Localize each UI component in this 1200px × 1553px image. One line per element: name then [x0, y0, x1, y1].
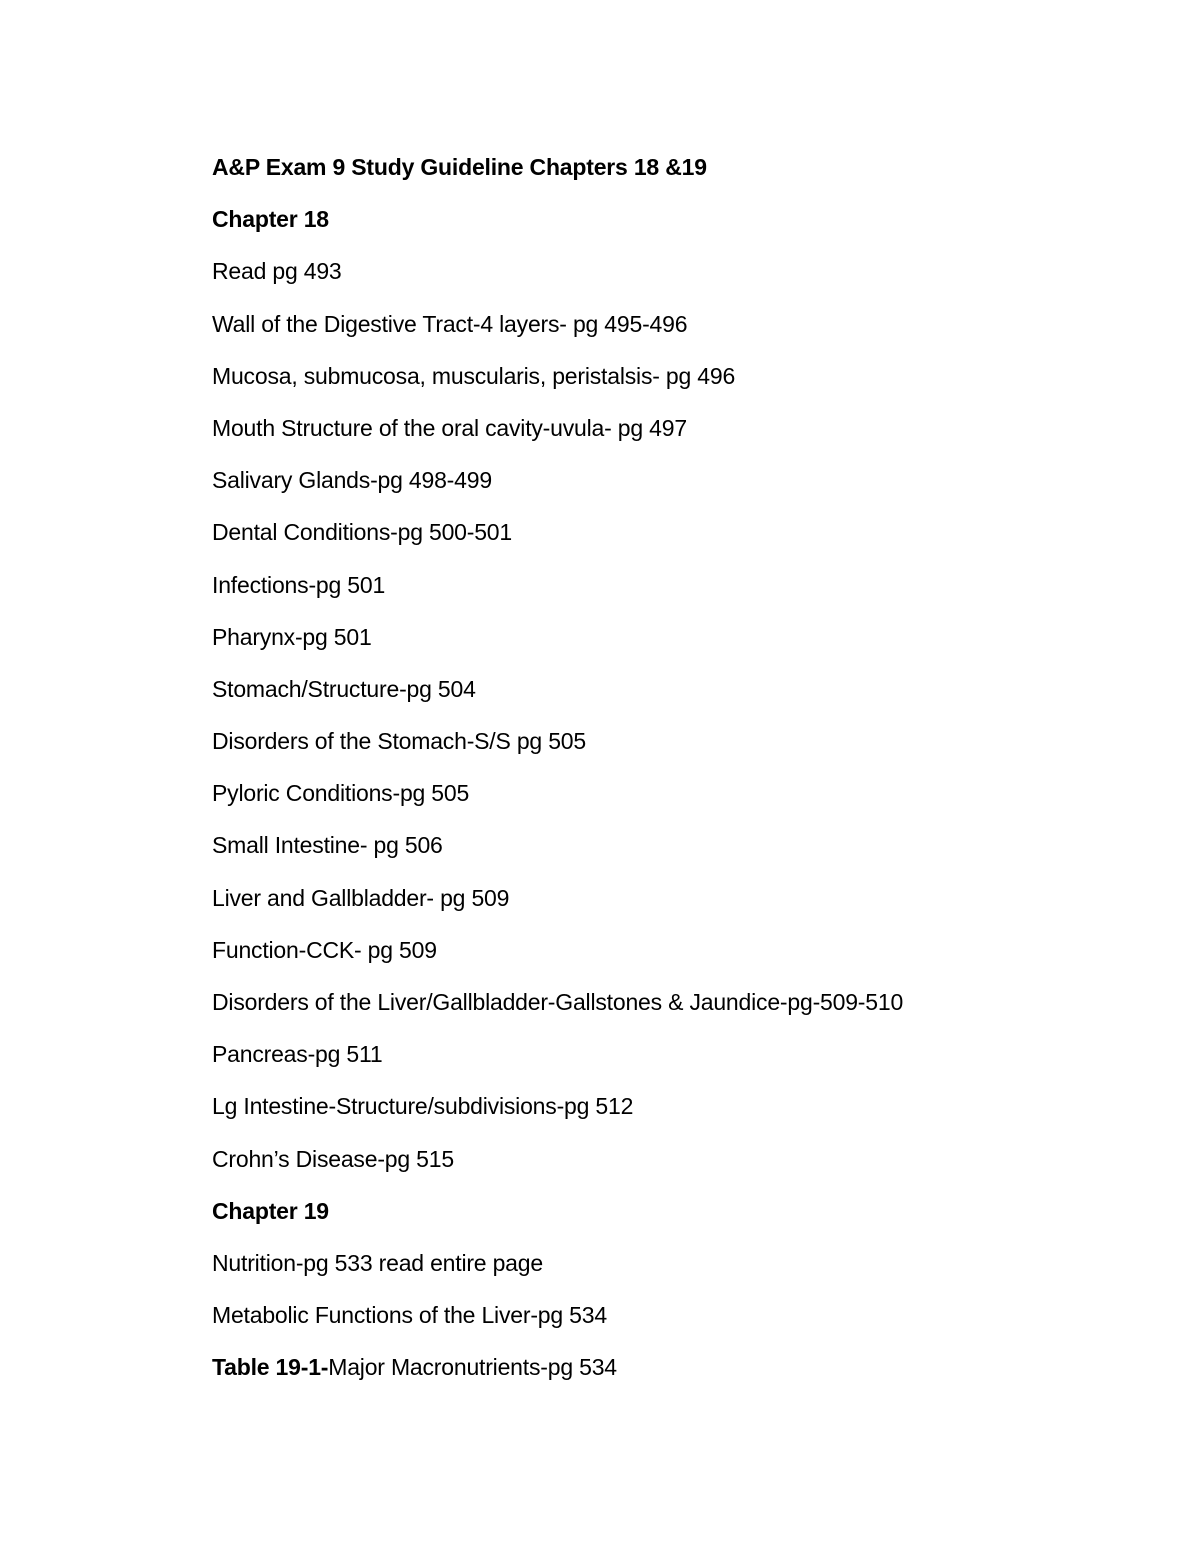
list-item: Infections-pg 501 [212, 571, 386, 598]
list-item: Small Intestine- pg 506 [212, 832, 443, 859]
chapter-18-heading: Chapter 18 [212, 206, 329, 233]
list-item: Function-CCK- pg 509 [212, 936, 437, 963]
list-item: Nutrition-pg 533 read entire page [212, 1249, 543, 1276]
list-item: Dental Conditions-pg 500-501 [212, 519, 512, 546]
list-item: Read pg 493 [212, 258, 342, 285]
list-item: Crohn’s Disease-pg 515 [212, 1145, 454, 1172]
list-item: Metabolic Functions of the Liver-pg 534 [212, 1302, 607, 1329]
list-item: Stomach/Structure-pg 504 [212, 675, 476, 702]
table-reference-label: Table 19-1- [212, 1354, 329, 1381]
document-title: A&P Exam 9 Study Guideline Chapters 18 &19 [212, 154, 707, 180]
list-item: Disorders of the Liver/Gallbladder-Gallstones & Jaundice-pg-509-510 [212, 989, 904, 1015]
table-reference-text: Major Macronutrients-pg 534 [328, 1354, 617, 1381]
list-item: Liver and Gallbladder- pg 509 [212, 884, 510, 911]
chapter-19-heading: Chapter 19 [212, 1197, 329, 1224]
document-body [212, 141, 1112, 1394]
table-reference-item [212, 1341, 1112, 1393]
list-item: Pyloric Conditions-pg 505 [212, 780, 470, 807]
list-item: Mouth Structure of the oral cavity-uvula- pg 497 [212, 414, 687, 441]
list-item: Pancreas-pg 511 [212, 1041, 383, 1068]
list-item: Mucosa, submucosa, muscularis, peristalsis- pg 496 [212, 362, 736, 389]
list-item: Wall of the Digestive Tract-4 layers- pg 495-496 [212, 310, 688, 337]
list-item: Pharynx-pg 501 [212, 623, 372, 650]
list-item: Disorders of the Stomach-S/S pg 505 [212, 728, 586, 755]
list-item: Lg Intestine-Structure/subdivisions-pg 512 [212, 1093, 634, 1120]
list-item: Salivary Glands-pg 498-499 [212, 467, 492, 494]
